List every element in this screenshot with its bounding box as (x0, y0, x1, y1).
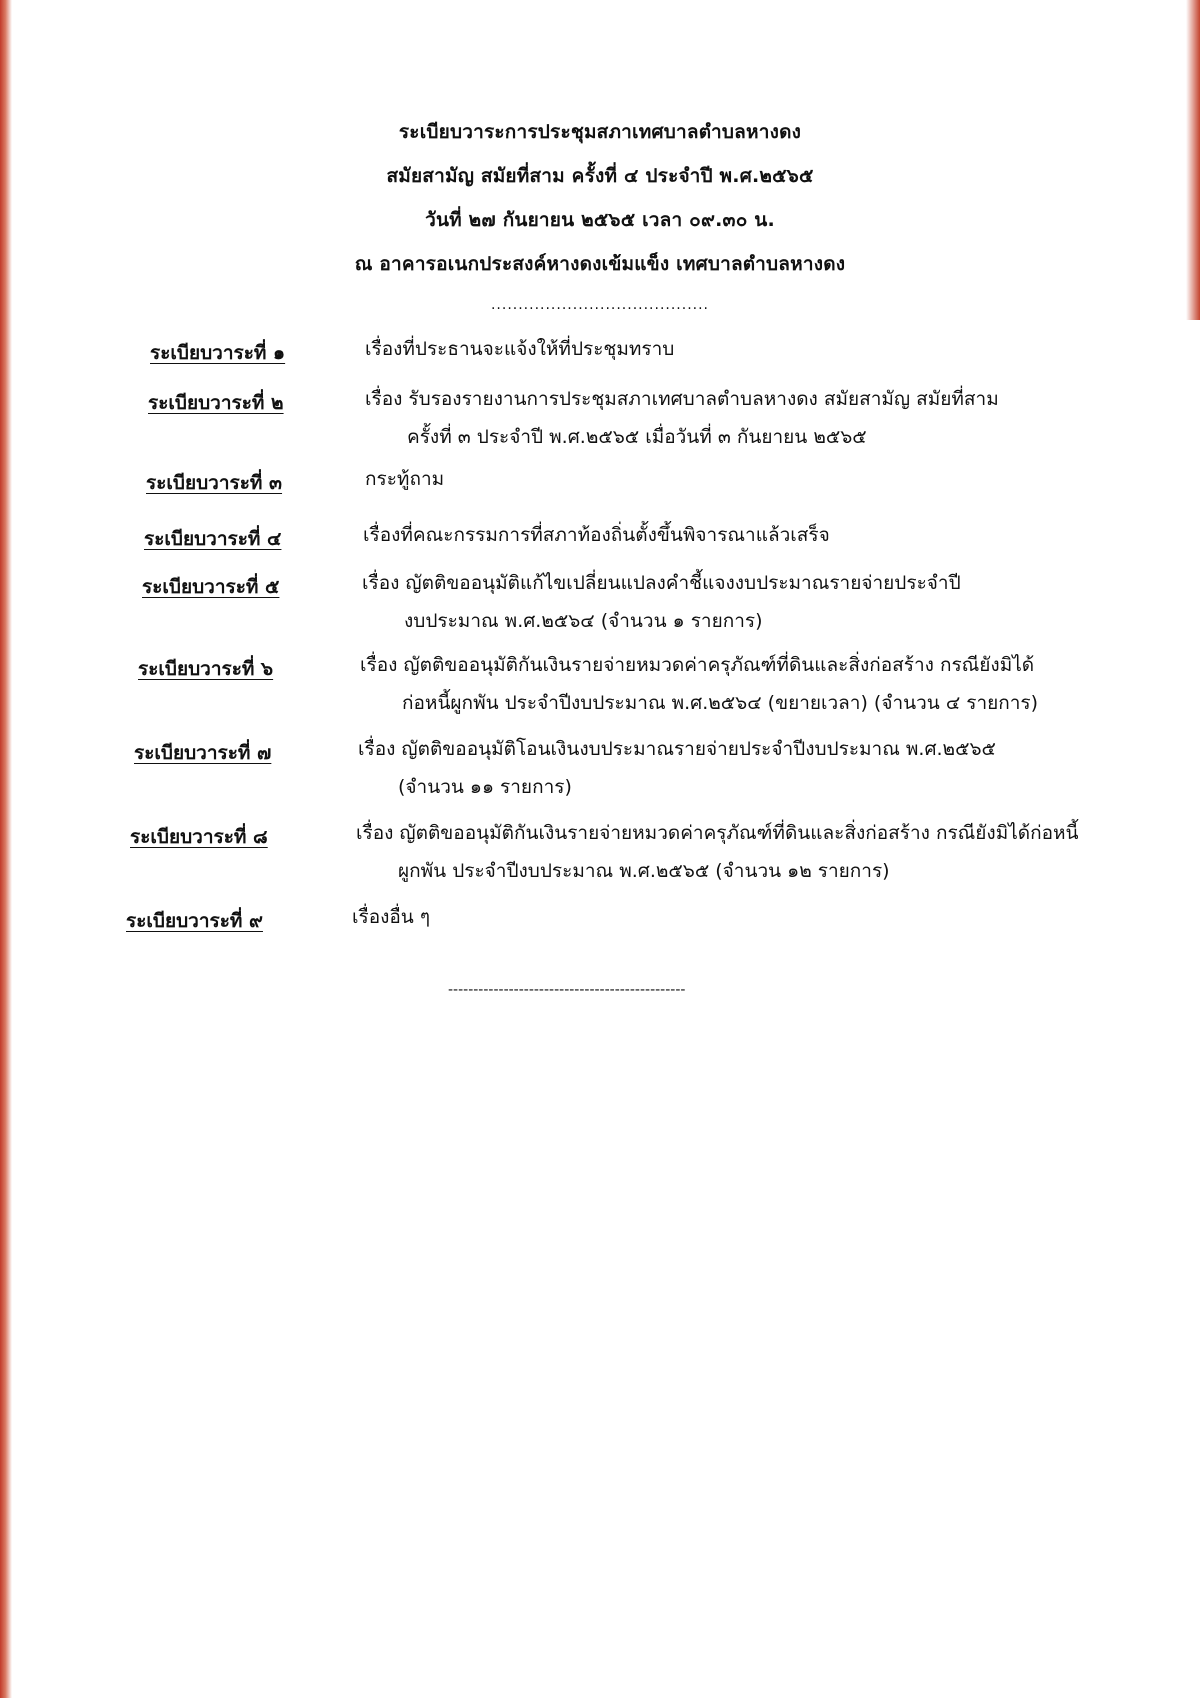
agenda-label: ระเบียบวาระที่ ๑ (150, 342, 286, 364)
agenda-line: เรื่องอื่น ๆ (352, 906, 431, 928)
agenda-line: เรื่อง ญัตติขออนุมัติโอนเงินงบประมาณรายจ่ายประจำปีงบประมาณ พ.ศ.๒๕๖๕ (358, 738, 996, 760)
agenda-label: ระเบียบวาระที่ ๘ (130, 826, 268, 848)
agenda-text (365, 460, 444, 498)
agenda-text (360, 646, 1038, 722)
agenda-label: ระเบียบวาระที่ ๔ (144, 528, 282, 550)
agenda-label: ระเบียบวาระที่ ๒ (148, 392, 284, 414)
agenda-line: เรื่อง รับรองรายงานการประชุมสภาเทศบาลตำบลหางดง สมัยสามัญ สมัยที่สาม (365, 388, 999, 410)
document-header (0, 110, 1200, 320)
document-title: ระเบียบวาระการประชุมสภาเทศบาลตำบลหางดง (398, 121, 802, 143)
agenda-text (352, 898, 430, 936)
meeting-venue: ณ อาคารอเนกประสงค์หางดงเข้มแข็ง เทศบาลตำบลหางดง (354, 253, 846, 275)
meeting-datetime: วันที่ ๒๗ กันยายน ๒๕๖๕ เวลา ๐๙.๓๐ น. (425, 209, 775, 231)
agenda-text (358, 730, 996, 806)
agenda-line-continued: ครั้งที่ ๓ ประจำปี พ.ศ.๒๕๖๕ เมื่อวันที่ ๓ กันยายน ๒๕๖๕ (407, 426, 867, 448)
agenda-line: เรื่อง ญัตติขออนุมัติกันเงินรายจ่ายหมวดค่าครุภัณฑ์ที่ดินและสิ่งก่อสร้าง กรณียังมิได้ (360, 654, 1035, 676)
end-rule: ----------------------------------------------- (448, 982, 686, 998)
agenda-label: ระเบียบวาระที่ ๓ (146, 472, 283, 494)
agenda-line-continued: (จำนวน ๑๑ รายการ) (398, 776, 572, 798)
agenda-text (365, 330, 674, 368)
agenda-line-continued: ผูกพัน ประจำปีงบประมาณ พ.ศ.๒๕๖๕ (จำนวน ๑๒ รายการ) (398, 860, 890, 882)
agenda-line: กระทู้ถาม (365, 468, 445, 490)
agenda-label: ระเบียบวาระที่ ๗ (134, 742, 272, 764)
agenda-line: เรื่องที่ประธานจะแจ้งให้ที่ประชุมทราบ (365, 338, 675, 360)
agenda-line-continued: ก่อหนี้ผูกพัน ประจำปีงบประมาณ พ.ศ.๒๕๖๔ (ขยายเวลา) (จำนวน ๔ รายการ) (402, 692, 1039, 714)
agenda-line-continued: งบประมาณ พ.ศ.๒๕๖๔ (จำนวน ๑ รายการ) (404, 610, 763, 632)
session-info: สมัยสามัญ สมัยที่สาม ครั้งที่ ๔ ประจำปี พ.ศ.๒๕๖๕ (386, 165, 814, 187)
agenda-text (363, 516, 830, 554)
agenda-label: ระเบียบวาระที่ ๙ (126, 910, 263, 932)
agenda-line: เรื่องที่คณะกรรมการที่สภาท้องถิ่นตั้งขึ้นพิจารณาแล้วเสร็จ (363, 524, 830, 546)
agenda-label: ระเบียบวาระที่ ๖ (138, 658, 274, 680)
agenda-line: เรื่อง ญัตติขออนุมัติกันเงินรายจ่ายหมวดค่าครุภัณฑ์ที่ดินและสิ่งก่อสร้าง กรณียังมิได้ก่อหนี้ (356, 822, 1079, 844)
header-separator: ........................................ (490, 297, 709, 313)
agenda-text (356, 814, 1079, 890)
agenda-line: เรื่อง ญัตติขออนุมัติแก้ไขเปลี่ยนแปลงคำชี้แจงงบประมาณรายจ่ายประจำปี (362, 572, 961, 594)
agenda-label: ระเบียบวาระที่ ๕ (142, 576, 280, 598)
agenda-text (362, 564, 961, 640)
agenda-text (365, 380, 999, 456)
